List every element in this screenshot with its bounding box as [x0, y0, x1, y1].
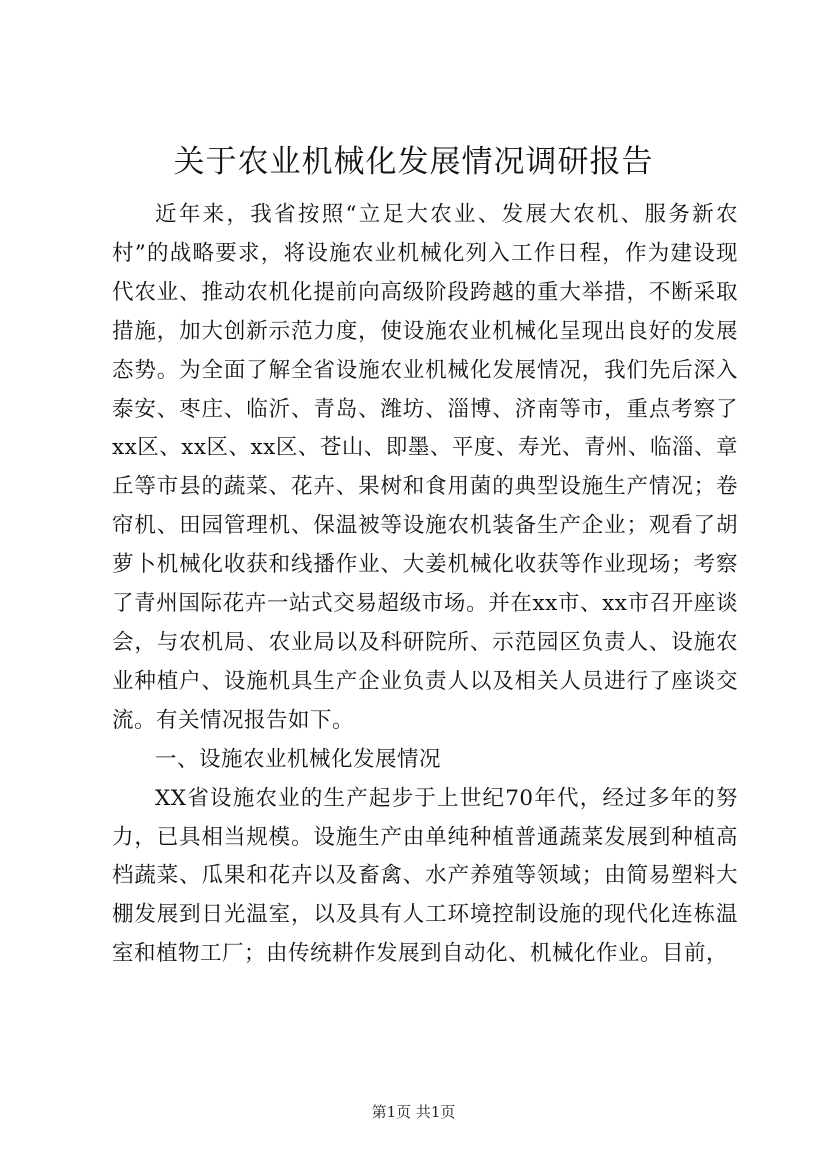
document-title: 关于农业机械化发展情况调研报告	[173, 144, 654, 180]
section-heading: 一、设施农业机械化发展情况	[155, 746, 442, 772]
page-footer: 第1页 共1页	[371, 1103, 456, 1121]
section-paragraph: XX省设施农业的生产起步于上世纪70年代，经过多年的努力，已具相当规模。设施生产由单纯种植普通蔬菜发展到种植高档蔬菜、瓜果和花卉以及畜禽、水产养殖等领域；由简易塑料大棚发展到日光温室，以及具有人工环境控制设施的现代化连栋温室和植物工厂；由传统耕作发展到自动化、机械化作业。目前，	[112, 785, 738, 967]
intro-paragraph: 近年来，我省按照“立足大农业、发展大农机、服务新农村”的战略要求，将设施农业机械化列入工作日程，作为建设现代农业、推动农机化提前向高级阶段跨越的重大举措，不断采取措施，加大创新示范力度，使设施农业机械化呈现出良好的发展态势。为全面了解全省设施农业机械化发展情况，我们先后深入泰安、枣庄、临沂、青岛、潍坊、淄博、济南等市，重点考察了xx区、xx区、xx区、苍山、即墨、平度、寿光、青州、临淄、章丘等市县的蔬菜、花卉、果树和食用菌的典型设施生产情况；卷帘机、田园管理机、保温被等设施农机装备生产企业；观看了胡萝卜机械化收获和线播作业、大姜机械化收获等作业现场；考察了青州国际花卉一站式交易超级市场。并在xx市、xx市召开座谈会，与农机局、农业局以及科研院所、示范园区负责人、设施农业种植户、设施机具生产企业负责人以及相关人员进行了座谈交流。有关情况报告如下。	[112, 202, 738, 733]
document-body	[112, 196, 738, 974]
